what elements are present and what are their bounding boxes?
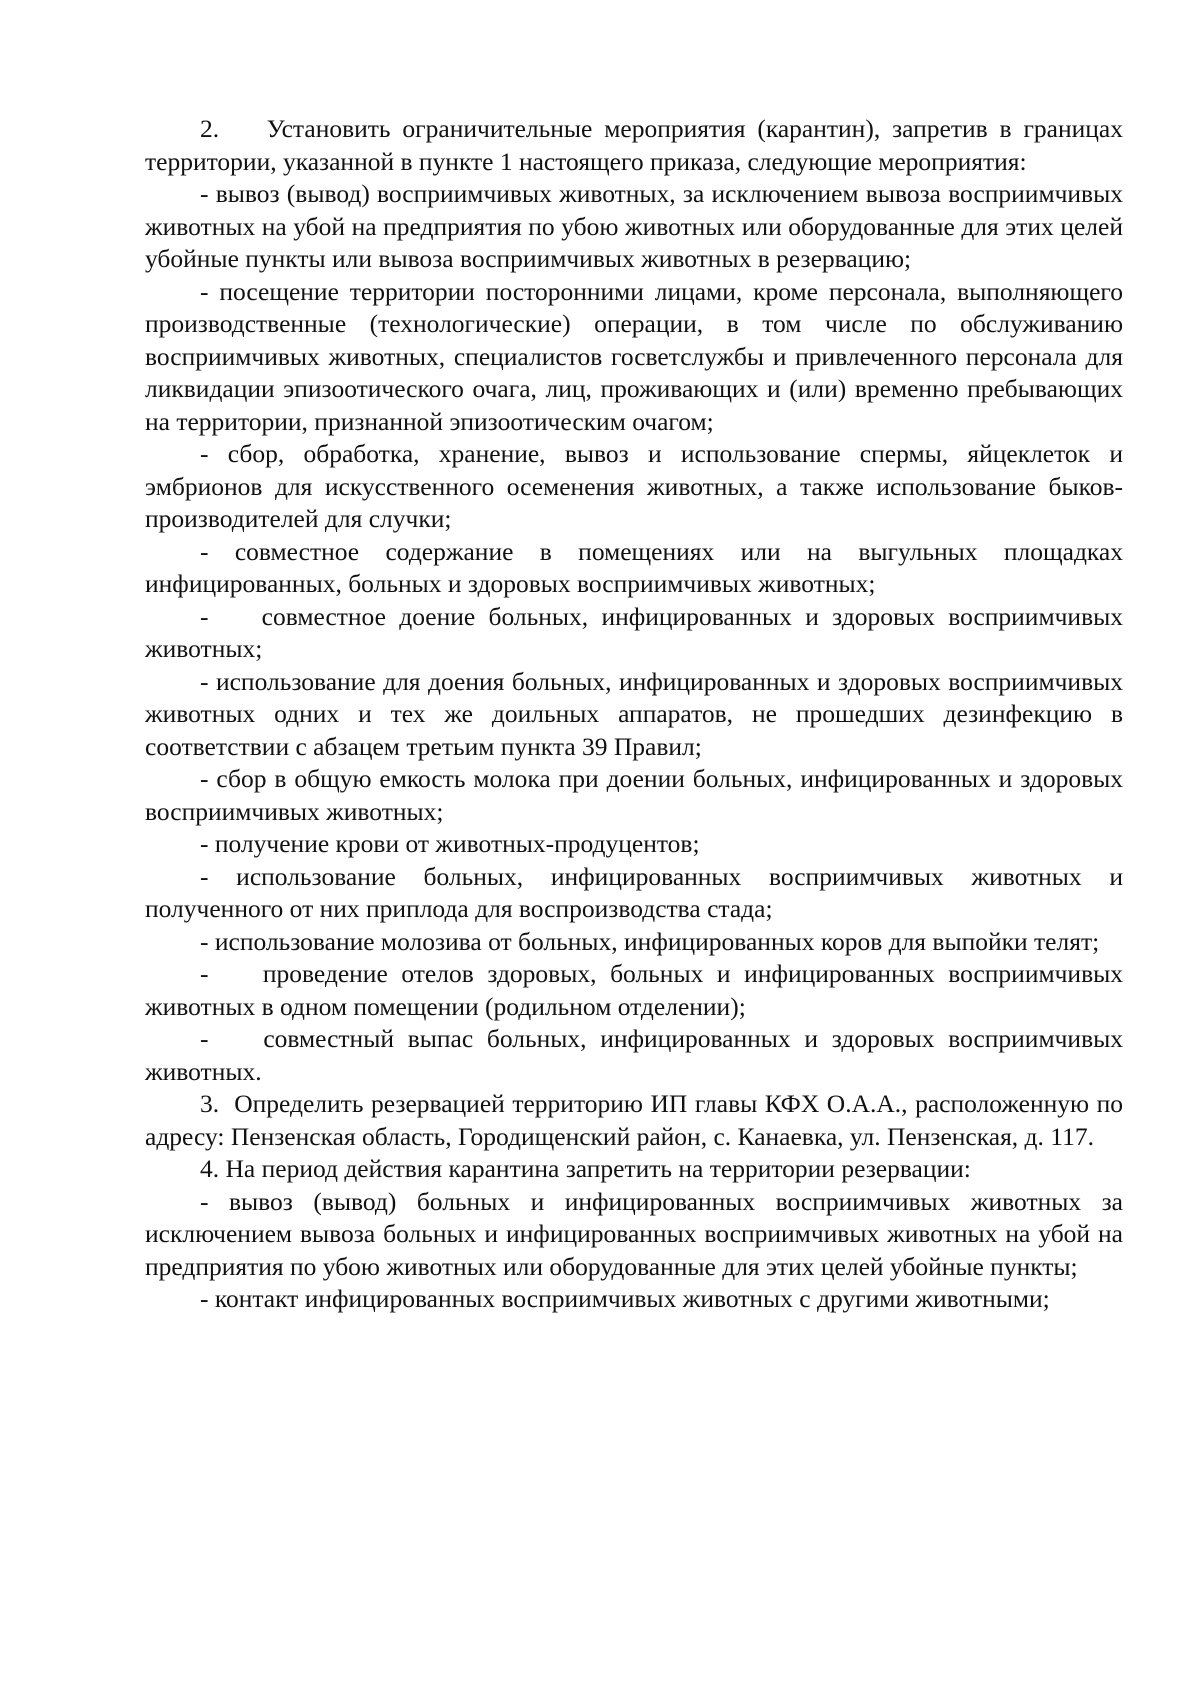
paragraph-item-2: 2. Установить ограничительные мероприятия (карантин), запретив в границах территории, указанной в пункте 1 настоящего приказа, следующие мероприятия:: [145, 114, 1123, 176]
paragraph-ban-colostrum: - использование молозива от больных, инфицированных коров для выпойки телят;: [200, 926, 1100, 956]
paragraph-ban-export: - вывоз (вывод) восприимчивых животных, за исключением вывоза восприимчивых животных на убой на предприятия по убою животных или оборудованные для этих целей убойные пункты или вывоза восприимчивых животных в резервацию;: [145, 179, 1123, 273]
paragraph-ban-milking-devices: - использование для доения больных, инфицированных и здоровых восприимчивых животных одних и тех же доильных аппаратов, не прошедших дезинфекцию в соответствии с абзацем третьим пункта 39 Правил;: [145, 666, 1123, 761]
paragraph-ban-calving: - проведение отелов здоровых, больных и инфицированных восприимчивых животных в одном помещении (родильном отделении);: [145, 959, 1123, 1021]
paragraph-ban-milk-collection: - сбор в общую емкость молока при доении больных, инфицированных и здоровых восприимчивых животных;: [145, 764, 1123, 826]
paragraph-ban-joint-milking: - совместное доение больных, инфицированных и здоровых восприимчивых животных;: [145, 601, 1123, 663]
paragraph-ban-blood: - получение крови от животных-продуцентов;: [200, 829, 700, 858]
paragraph-ban-visits: - посещение территории посторонними лицами, кроме персонала, выполняющего производственные (технологические) операции, в том числе по обслуживанию восприимчивых животных, специалистов госветслужбы и привлеченного персонала для ликвидации эпизоотического очага, лиц, проживающих и (или) временно пребывающих на территории, признанной эпизоотическим очагом;: [145, 276, 1123, 436]
paragraph-ban-joint-keeping: - совместное содержание в помещениях или на выгульных площадках инфицированных, больных и здоровых восприимчивых животных;: [145, 536, 1123, 598]
paragraph-item-4: 4. На период действия карантина запретить на территории резервации:: [200, 1154, 971, 1183]
paragraph-reservation-ban-export: - вывоз (вывод) больных и инфицированных восприимчивых животных за исключением вывоза больных и инфицированных восприимчивых животных на убой на предприятия по убою животных или оборудованные для этих целей убойные пункты;: [145, 1186, 1123, 1281]
paragraph-ban-reproduction: - использование больных, инфицированных восприимчивых животных и полученного от них приплода для воспроизводства стада;: [145, 861, 1123, 923]
paragraph-reservation-ban-contact: - контакт инфицированных восприимчивых животных с другими животными;: [200, 1284, 1050, 1313]
paragraph-ban-sperm: - сбор, обработка, хранение, вывоз и использование спермы, яйцеклеток и эмбрионов для искусственного осеменения животных, а также использование быков-производителей для случки;: [145, 439, 1123, 533]
paragraph-ban-grazing: - совместный выпас больных, инфицированных и здоровых восприимчивых животных.: [145, 1024, 1123, 1086]
paragraph-item-3: 3. Определить резервацией территорию ИП главы КФХ О.А.А., расположенную по адресу: Пензенская область, Городищенский район, с. Канаевка, ул. Пензенская, д. 117.: [145, 1089, 1123, 1151]
document-body: [145, 113, 1123, 1316]
